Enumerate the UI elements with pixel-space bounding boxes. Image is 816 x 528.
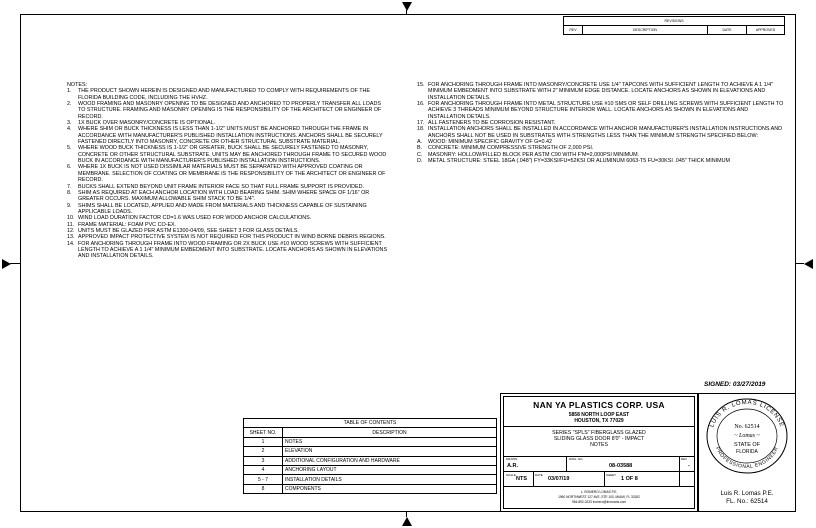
note-text: INSTALLATION ANCHORS SHALL BE INSTALLED IN ACCORDANCE WITH ANCHOR MANUFACTURER'S INSTALLATION INSTRUCTIONS AND ANCHORS SHALL NOT BE USED IN SUBSTRATES WITH STRENGTHS LESS THAN THE MINIMUM STRENGTH SPECIFIED BELOW: bbox=[428, 126, 783, 139]
note-number: 5. bbox=[67, 145, 72, 152]
revisions-title: REVISIONS bbox=[564, 17, 785, 26]
toc-description: INSTALLATION DETAILS bbox=[283, 475, 497, 484]
note-item bbox=[67, 145, 389, 164]
note-number: 2. bbox=[67, 101, 72, 108]
engineer-contact-line: 954-892-0233 lromero@lrromans.com bbox=[571, 500, 627, 504]
toc-sheet-no: 8 bbox=[244, 484, 283, 493]
center-tick-bottom bbox=[406, 512, 407, 517]
center-mark-bottom-arrow bbox=[402, 517, 412, 526]
seal-signature-mark: ~ Lomas ~ bbox=[734, 433, 760, 439]
center-mark-top-arrow bbox=[402, 2, 412, 11]
center-tick-top bbox=[406, 10, 407, 15]
note-number: D. bbox=[417, 158, 423, 165]
note-text: CONCRETE: MINIMUM COMPRESSIVE STRENGTH OF 2,000 PSI. bbox=[428, 145, 594, 152]
notes-right-list bbox=[417, 82, 787, 164]
toc-description: COMPONENTS bbox=[283, 484, 497, 493]
toc-col-description: DESCRIPTION bbox=[283, 428, 497, 437]
toc-title: TABLE OF CONTENTS bbox=[244, 419, 497, 428]
engineer-address-line: 1960 NORTHWEST 127 AVE, STE 100, MIAMI, FL 33182 bbox=[558, 495, 640, 499]
center-tick-right bbox=[796, 263, 804, 264]
divider bbox=[504, 426, 694, 427]
toc-col-sheet: SHEET NO. bbox=[244, 428, 283, 437]
seal-ring-top: LUIS R. LOMAS LICENSE bbox=[709, 399, 785, 429]
seal-license-number: No. 62514 bbox=[734, 424, 760, 430]
note-number: 8. bbox=[67, 189, 72, 196]
note-item bbox=[67, 190, 389, 203]
company-address-line2: HOUSTON, TX 77029 bbox=[574, 418, 624, 424]
revisions-col-date: DATE bbox=[708, 26, 747, 35]
note-item bbox=[417, 101, 787, 120]
note-number: 7. bbox=[67, 183, 72, 190]
note-number: A. bbox=[417, 139, 423, 146]
note-item bbox=[67, 88, 389, 101]
note-number: 18. bbox=[417, 126, 425, 133]
note-text: APPROVED IMPACT PROTECTIVE SYSTEM IS NOT REQUIRED FOR THIS PRODUCT IN WIND BORNE DEBRIS REGIONS. bbox=[78, 234, 386, 241]
toc-description: ELEVATION bbox=[283, 447, 497, 456]
toc-description: ANCHORING LAYOUT bbox=[283, 465, 497, 474]
dwg-no-label: DWG. NO. bbox=[569, 457, 584, 461]
note-number: 16. bbox=[417, 101, 425, 108]
note-number: B. bbox=[417, 145, 423, 152]
toc-sheet-no: 1 bbox=[244, 437, 283, 446]
table-row bbox=[244, 484, 497, 493]
seal-ring-bottom: PROFESSIONAL ENGINEER bbox=[713, 446, 781, 471]
note-number: 1. bbox=[67, 88, 72, 95]
note-text: FRAME MATERIAL: FOAM PVC CO-EX. bbox=[78, 221, 177, 228]
table-row bbox=[244, 447, 497, 456]
title-block-inner bbox=[503, 396, 695, 509]
note-text: ALL FASTENERS TO BE CORROSION RESISTANT. bbox=[428, 120, 556, 127]
engineer-name-line: L. ROMERO LOMAS P.E. bbox=[580, 490, 618, 494]
note-text: WHERE SHIM OR BUCK THICKNESS IS LESS THAN 1-1/2" UNITS MUST BE ANCHORED THROUGH THE FRAME IN ACCORDANCE WITH MANUFACTURER'S PUBLISHED INSTALLATION INSTRUCTIONS. ANCHORS SHALL BE SECURELY FASTENED DIRECTLY INTO MASONRY, CONCRETE OR OTHER STRUCTURAL SUBSTRATE MATERIAL. bbox=[78, 126, 383, 146]
notes-left-column bbox=[67, 82, 389, 260]
seal-florida: FLORIDA bbox=[736, 449, 758, 455]
note-number: 12. bbox=[67, 227, 75, 234]
note-text: FOR ANCHORING THROUGH FRAME INTO MASONRY/CONCRETE USE 1/4" TAPCONS WITH SUFFICIENT LENGTH TO ACHIEVE A 1 1/4" MINIMUM EMBEDMENT INTO SUBSTRATE WITH 2" MINIMUM EDGE DISTANCE. LOCATE ANCHORS AS SHOWN IN ELEVATIONS AND INSTALLATION DETAILS. bbox=[428, 82, 774, 101]
signed-date: SIGNED: 03/27/2019 bbox=[704, 381, 766, 388]
dwg-no-value: 08-03588 bbox=[609, 463, 633, 469]
note-number: C. bbox=[417, 151, 423, 158]
note-text: THE PRODUCT SHOWN HEREIN IS DESIGNED AND MANUFACTURED TO COMPLY WITH REQUIREMENTS OF THE FLORIDA BUILDING CODE, INCLUDING THE HVHZ. bbox=[78, 88, 371, 101]
note-text: UNITS MUST BE GLAZED PER ASTM E1300-04/09, SEE SHEET 3 FOR GLASS DETAILS. bbox=[78, 227, 299, 234]
note-number: 3. bbox=[67, 120, 72, 127]
note-item bbox=[67, 164, 389, 183]
toc-description: NOTES bbox=[283, 437, 497, 446]
table-row bbox=[244, 437, 497, 446]
note-text: SHIMS SHALL BE LOCATED, APPLIED AND MADE FROM MATERIALS AND THICKNESS CAPABLE OF SUSTAINING APPLICABLE LOADS. bbox=[78, 202, 367, 215]
note-text: WHERE 1X BUCK IS NOT USED DISSIMILAR MATERIALS MUST BE SEPARATED WITH APPROVED COATING OR MEMBRANE. SELECTION OF COATING OR MEMBRANE IS THE RESPONSIBILITY OF THE ARCHITECT OR ENGINEER OF RECORD. bbox=[78, 164, 386, 184]
table-row bbox=[244, 456, 497, 465]
sheet-label: SHEET bbox=[606, 473, 617, 477]
toc-sheet-no: 3 bbox=[244, 456, 283, 465]
note-text: MASONRY: HOLLOW/FILLED BLOCK PER ASTM C90 WITH F'M=2,000PSI MINIMUM. bbox=[428, 151, 640, 158]
rev-label: REV bbox=[681, 457, 688, 461]
note-item bbox=[417, 158, 787, 164]
note-item bbox=[417, 126, 787, 139]
note-text: 1X BUCK OVER MASONRY/CONCRETE IS OPTIONAL. bbox=[78, 120, 216, 127]
divider bbox=[533, 471, 534, 486]
table-row bbox=[244, 465, 497, 474]
note-text: FOR ANCHORING THROUGH FRAME INTO METAL STRUCTURE USE #10 SMS OR SELF DRILLING SCREWS WITH SUFFICIENT LENGTH TO ACHIEVE 3 THREADS MINIMUM BEYOND STRUCTURE INTERIOR WALL. LOCATE ANCHORS AS SHOWN IN ELEVATIONS AND INSTALLATION DETAILS. bbox=[428, 101, 784, 120]
note-text: METAL STRUCTURE: STEEL 18GA (.048") FY=33KSI/FU=52KSI OR ALUMINUM 6063-T5 FU=30KSI .045" THICK MINIMUM bbox=[428, 158, 731, 165]
table-of-contents bbox=[243, 418, 497, 494]
note-text: FOR ANCHORING THROUGH FRAME INTO WOOD FRAMING OR 2X BUCK USE #10 WOOD SCREWS WITH SUFFICIENT LENGTH TO ACHIEVE A 1 1/4" MINIMUM EMBEDMENT INTO SUBSTRATE. LOCATE ANCHORS AS SHOWN IN ELEVATIONS AND INSTALLATION DETAILS. bbox=[78, 240, 388, 260]
engineer-name: Luis R. Lomas P.E. bbox=[720, 490, 774, 497]
toc-sheet-no: 2 bbox=[244, 447, 283, 456]
note-number: 4. bbox=[67, 126, 72, 133]
divider bbox=[566, 456, 567, 471]
divider bbox=[604, 471, 605, 486]
product-title-line2: SLIDING GLASS DOOR 8'0" - IMPACT bbox=[553, 436, 645, 442]
date-label: DATE bbox=[535, 473, 543, 477]
drawn-label: DRAWN: bbox=[506, 457, 519, 461]
center-mark-left-arrow bbox=[2, 259, 11, 269]
engineer-seal bbox=[704, 396, 790, 476]
note-item bbox=[67, 101, 389, 120]
date-value: 03/07/19 bbox=[548, 476, 570, 482]
notes-heading: NOTES: bbox=[67, 82, 88, 88]
note-item bbox=[67, 241, 389, 260]
notes-right-column bbox=[417, 82, 787, 164]
note-number: 6. bbox=[67, 164, 72, 171]
scale-label: SCALE bbox=[506, 473, 516, 477]
title-block bbox=[500, 393, 698, 512]
note-item bbox=[67, 126, 389, 145]
seal-state-of: STATE OF bbox=[733, 442, 761, 448]
note-number: 10. bbox=[67, 215, 75, 222]
note-item bbox=[67, 203, 389, 216]
note-text: BUCKS SHALL EXTEND BEYOND UNIT FRAME INTERIOR FACE SO THAT FULL FRAME SUPPORT IS PROVIDED. bbox=[78, 183, 364, 190]
center-tick-left bbox=[10, 263, 20, 264]
notes-left-list bbox=[67, 88, 389, 259]
note-text: SHIM AS REQUIRED AT EACH ANCHOR LOCATION WITH LOAD BEARING SHIM. SHIM WHERE SPACE OF 1/16" OR GREATER OCCURS. MAXIMUM ALLOWABLE SHIM STACK TO BE 1/4". bbox=[78, 189, 370, 203]
revisions-col-approved: APPROVED bbox=[747, 26, 785, 35]
note-text: WOOD FRAMING AND MASONRY OPENING TO BE DESIGNED AND ANCHORED TO PROPERLY TRANSFER ALL LOADS TO STRUCTURE. FRAMING AND MASONRY OPENING IS THE RESPONSIBILITY OF THE ARCHITECT OR ENGINEER OF RECORD. bbox=[78, 101, 382, 120]
divider bbox=[504, 486, 694, 487]
scale-value: NTS bbox=[516, 476, 527, 482]
engineer-license: FL. No.: 62514 bbox=[726, 498, 768, 505]
table-row bbox=[244, 475, 497, 484]
toc-sheet-no: 4 bbox=[244, 465, 283, 474]
company-name: NAN YA PLASTICS CORP. USA bbox=[533, 400, 665, 410]
revisions-col-rev: REV bbox=[564, 26, 583, 35]
rev-value: - bbox=[688, 463, 690, 469]
note-text: WOOD: MINIMUM SPECIFIC GRAVITY OF G=0.42 bbox=[428, 139, 552, 146]
note-number: 17. bbox=[417, 120, 425, 127]
product-title-line3: NOTES bbox=[590, 442, 608, 448]
note-text: WIND LOAD DURATION FACTOR CD=1.6 WAS USED FOR WOOD ANCHOR CALCULATIONS. bbox=[78, 215, 312, 222]
center-mark-right-arrow bbox=[804, 259, 813, 269]
note-number: 13. bbox=[67, 234, 75, 241]
product-title-line1: SERIES "SPLS" FIBERGLASS GLAZED bbox=[552, 430, 646, 436]
note-number: 15. bbox=[417, 82, 425, 88]
revisions-col-description: DESCRIPTION bbox=[583, 26, 708, 35]
toc-sheet-no: 5 - 7 bbox=[244, 475, 283, 484]
revisions-table bbox=[563, 16, 785, 35]
sheet-value: 1 OF 8 bbox=[621, 476, 638, 482]
note-number: 11. bbox=[67, 221, 75, 228]
drawn-value: A.R. bbox=[507, 463, 518, 469]
divider bbox=[504, 456, 694, 457]
toc-description: ADDITIONAL CONFIGURATION AND HARDWARE bbox=[283, 456, 497, 465]
company-address-line1: 5858 NORTH LOOP EAST bbox=[568, 412, 630, 418]
note-item bbox=[417, 82, 787, 101]
note-number: 9. bbox=[67, 202, 72, 209]
note-text: WHERE WOOD BUCK THICKNESS IS 1-1/2" OR GREATER, BUCK SHALL BE SECURELY FASTENED TO MASONRY, CONCRETE OR OTHER STRUCTURAL SUBSTRATE. UNITS MAY BE ANCHORED THROUGH FRAME TO SECURED WOOD BUCK IN ACCORDANCE WITH MANUFACTURER'S PUBLISHED INSTALLATION INSTRUCTIONS. bbox=[78, 145, 387, 165]
note-number: 14. bbox=[67, 240, 75, 247]
